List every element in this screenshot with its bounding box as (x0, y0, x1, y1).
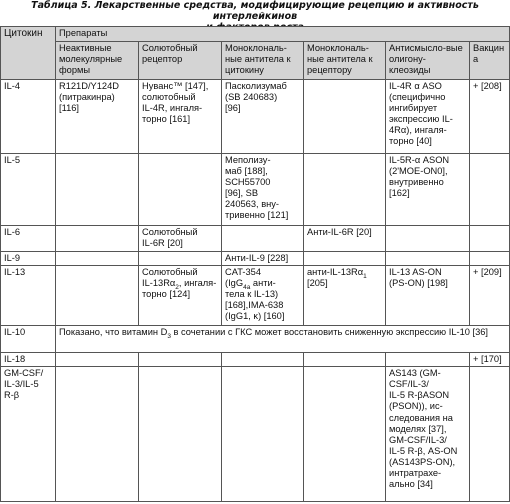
header-mab-cytokine: Моноклональ-ные антитела к цитокину (222, 42, 304, 80)
cell-cytokine: IL-10 (1, 326, 56, 353)
table-caption (0, 0, 510, 26)
header-vaccine: Вакцина (470, 42, 510, 80)
caption-line-1: Таблица 5. Лекарственные средства, модифицирующие рецепцию и активность интерлейкинов (31, 0, 479, 22)
cell-vaccine (470, 367, 510, 502)
cell-antisense (386, 252, 470, 266)
cell-soluble (139, 353, 222, 367)
cell-mab-receptor: Анти-IL-6R [20] (304, 226, 386, 252)
cell-cytokine: IL-13 (1, 266, 56, 326)
cell-antisense: IL-5R-α ASON (2'MOE-ON0], внутривенно [162] (386, 154, 470, 226)
cell-cytokine: GM-CSF/ IL-3/IL-5 R-β (1, 367, 56, 502)
cell-mab-cytokine: Пасколизумаб (SB 240683) [96] (222, 80, 304, 154)
header-cytokine: Цитокин (1, 27, 56, 80)
cell-soluble (139, 252, 222, 266)
header-inactive-forms: Неактивные молекулярные формы (56, 42, 139, 80)
header-mab-receptor: Моноклональ-ные антитела к рецептору (304, 42, 386, 80)
cell-antisense: IL-4R α ASO (специфично ингибирует экспрессию IL- 4Rα), ингаля- торно [40] (386, 80, 470, 154)
header-drugs: Препараты (56, 27, 510, 42)
cell-cytokine: IL-18 (1, 353, 56, 367)
cell-inactive (56, 252, 139, 266)
drugs-table (0, 26, 510, 502)
cell-inactive (56, 353, 139, 367)
cell-mab-receptor (304, 80, 386, 154)
cell-inactive (56, 266, 139, 326)
cell-inactive: R121D/Y124D (питракинра) [116] (56, 80, 139, 154)
cell-vaccine (470, 252, 510, 266)
cell-antisense (386, 353, 470, 367)
cell-antisense (386, 226, 470, 252)
cell-note: Показано, что витамин $D_3$ в сочетании с ГКС может восстановить сниженную экспрессию IL-10 [36] (56, 326, 510, 353)
table-row (1, 80, 510, 154)
cell-mab-cytokine (222, 367, 304, 502)
cell-mab-receptor (304, 353, 386, 367)
cell-mab-receptor: анти-$IL-13R\alpha_1$ [205] (304, 266, 386, 326)
cell-mab-receptor (304, 252, 386, 266)
cell-cytokine: IL-9 (1, 252, 56, 266)
table-row (1, 367, 510, 502)
cell-inactive (56, 367, 139, 502)
table-row (1, 326, 510, 353)
header-soluble-receptor: Солютобный рецептор (139, 42, 222, 80)
cell-soluble (139, 154, 222, 226)
table-row (1, 226, 510, 252)
cell-vaccine: + [209] (470, 266, 510, 326)
cell-soluble: Солютобный IL-6R [20] (139, 226, 222, 252)
table-row (1, 353, 510, 367)
cell-mab-cytokine (222, 226, 304, 252)
cell-cytokine: IL-5 (1, 154, 56, 226)
cell-vaccine: + [170] (470, 353, 510, 367)
cell-vaccine (470, 154, 510, 226)
cell-soluble: Солютобный $IL-13R\alpha_2$, ингаля- торно [124] (139, 266, 222, 326)
header-antisense: Антисмысло-вые олигону-клеозиды (386, 42, 470, 80)
cell-inactive (56, 226, 139, 252)
cell-vaccine: + [208] (470, 80, 510, 154)
cell-soluble: Нуванс™ [147], солютобный IL-4R, ингаля- торно [161] (139, 80, 222, 154)
cell-mab-receptor (304, 154, 386, 226)
cell-mab-cytokine (222, 353, 304, 367)
cell-antisense: AS143 (GM- CSF/IL-3/ IL-5 R-βASON (PSON)), ис- следования на моделях [37], GM-CSF/IL-3/ IL-5 R-β, AS-ON (AS143PS-ON), интратрахе- ально [34] (386, 367, 470, 502)
cell-mab-receptor (304, 367, 386, 502)
cell-mab-cytokine: Меполизу- маб [188], SCH55700 [96], SB 240563, вну- тривенно [121] (222, 154, 304, 226)
table-row (1, 266, 510, 326)
cell-mab-cytokine: Анти-IL-9 [228] (222, 252, 304, 266)
cell-soluble (139, 367, 222, 502)
cell-cytokine: IL-6 (1, 226, 56, 252)
cell-antisense: IL-13 AS-ON (PS-ON) [198] (386, 266, 470, 326)
table-row (1, 252, 510, 266)
cell-vaccine (470, 226, 510, 252)
table-row (1, 154, 510, 226)
cell-inactive (56, 154, 139, 226)
cell-cytokine: IL-4 (1, 80, 56, 154)
cell-mab-cytokine: CAT-354 (IgG$_{4a}$ анти- тела к IL-13) [168],IMA-638 (IgG1, κ) [160] (222, 266, 304, 326)
